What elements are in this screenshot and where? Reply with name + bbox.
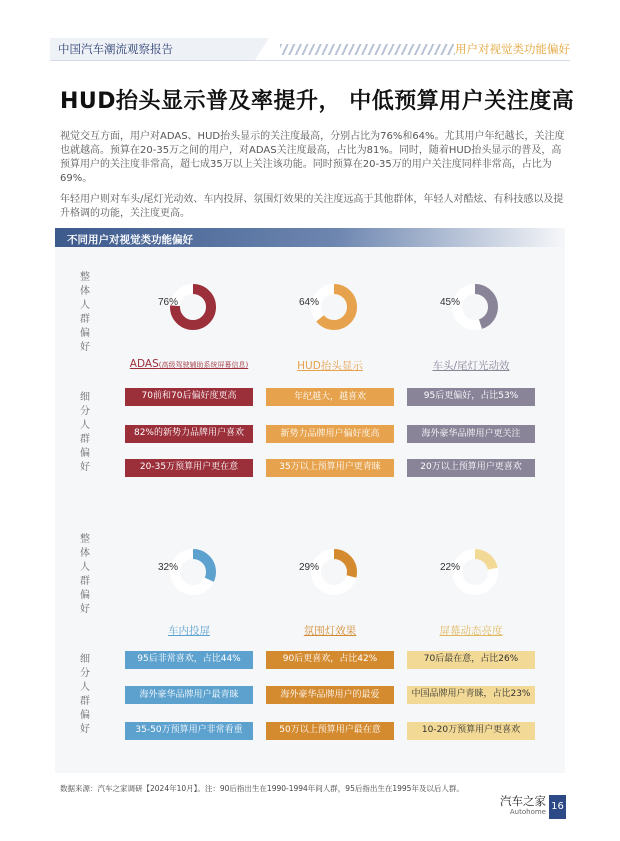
insight-box: 50万以上预算用户最在意 xyxy=(266,722,394,740)
segment-label-row2: 细分人群偏好 xyxy=(80,654,90,735)
panel-title: 不同用户对视觉类功能偏好 xyxy=(67,234,193,246)
insight-box: 海外豪华品牌用户最青睐 xyxy=(125,686,253,704)
insight-box: 70后最在意，占比26% xyxy=(407,651,535,669)
insight-box: 20-35万预算用户更在意 xyxy=(125,459,253,477)
header-decoration xyxy=(280,44,455,55)
donut-percent-label: 45% xyxy=(440,297,461,308)
panel-header xyxy=(55,228,565,247)
section-name: 用户对视觉类功能偏好 xyxy=(455,42,570,56)
insight-box: 82%的新势力品牌用户喜欢 xyxy=(125,425,253,443)
page-title: HUD抬头显示普及率提升， 中低预算用户关注度高 xyxy=(60,89,575,114)
insight-box: 35-50万预算用户非常看重 xyxy=(125,722,253,740)
overall-label-row1: 整体人群偏好 xyxy=(80,272,90,353)
segment-label-row1: 细分人群偏好 xyxy=(80,392,90,473)
donut-percent-label: 32% xyxy=(158,562,179,573)
feature-name: 屏幕动态亮度 xyxy=(439,625,503,637)
insight-box: 中国品牌用户青睐，占比23% xyxy=(407,686,535,704)
brand-name-zh: 汽车之家 xyxy=(500,794,546,808)
feature-name-note: (高级驾驶辅助系统屏幕信息) xyxy=(158,361,249,369)
data-source-note: 数据来源：汽车之家调研【2024年10月】。注：90后指出生在1990-1994年间人群，95后指出生在1995年及以后人群。 xyxy=(60,784,464,793)
youth-paragraph: 年轻用户则对车头/尾灯光动效、车内投屏、氛围灯效果的关注度远高于其他群体，年轻人对酷炫、有科技感以及提升格调的功能，关注度更高。 xyxy=(60,194,564,219)
insight-box: 年纪越大，越喜欢 xyxy=(266,388,394,406)
page-number: 16 xyxy=(549,795,566,819)
overall-label-row2: 整体人群偏好 xyxy=(80,534,90,615)
insight-box: 70前和70后偏好度更高 xyxy=(125,388,253,406)
donut-percent-label: 29% xyxy=(299,562,320,573)
insight-box: 95后更偏好，占比53% xyxy=(407,388,535,406)
insight-box: 10-20万预算用户更喜欢 xyxy=(407,722,535,740)
intro-paragraph: 视觉交互方面，用户对ADAS、HUD抬头显示的关注度最高，分别占比为76%和64%。尤其用户年纪越长，关注度也就越高。预算在20-35万之间的用户，对ADAS关注度最高，占比为81%。同时，随着HUD抬头显示的普及，高预算用户的关注度非常高，超七成35万以上关注该功能。同时预算在20-35万的用户关注度同样非常高，占比为69%。 xyxy=(60,131,565,184)
feature-name: 氛围灯效果 xyxy=(303,625,357,637)
insight-box: 95后非常喜欢，占比44% xyxy=(125,651,253,669)
insight-box: 海外豪华品牌用户更关注 xyxy=(407,425,535,443)
feature-name: HUD抬头显示 xyxy=(297,360,363,372)
report-name: 中国汽车潮流观察报告 xyxy=(50,38,255,60)
donut-percent-label: 64% xyxy=(299,297,320,308)
feature-name: 车头/尾灯光动效 xyxy=(432,360,510,372)
insight-box: 新势力品牌用户偏好度高 xyxy=(266,425,394,443)
donut-percent-label: 22% xyxy=(440,562,461,573)
insight-box: 90后更喜欢，占比42% xyxy=(266,651,394,669)
insight-box: 海外豪华品牌用户的最爱 xyxy=(266,686,394,704)
brand-name-en: Autohome xyxy=(509,808,546,816)
donut-percent-label: 76% xyxy=(158,297,179,308)
page-header xyxy=(50,38,570,60)
insight-box: 20万以上预算用户更喜欢 xyxy=(407,459,535,477)
insight-box: 35万以上预算用户更青睐 xyxy=(266,459,394,477)
feature-name: ADAS(高级驾驶辅助系统屏幕信息) xyxy=(129,358,249,370)
feature-name: 车内投屏 xyxy=(168,625,210,637)
brand-logo xyxy=(484,793,546,816)
header-divider xyxy=(50,60,570,61)
